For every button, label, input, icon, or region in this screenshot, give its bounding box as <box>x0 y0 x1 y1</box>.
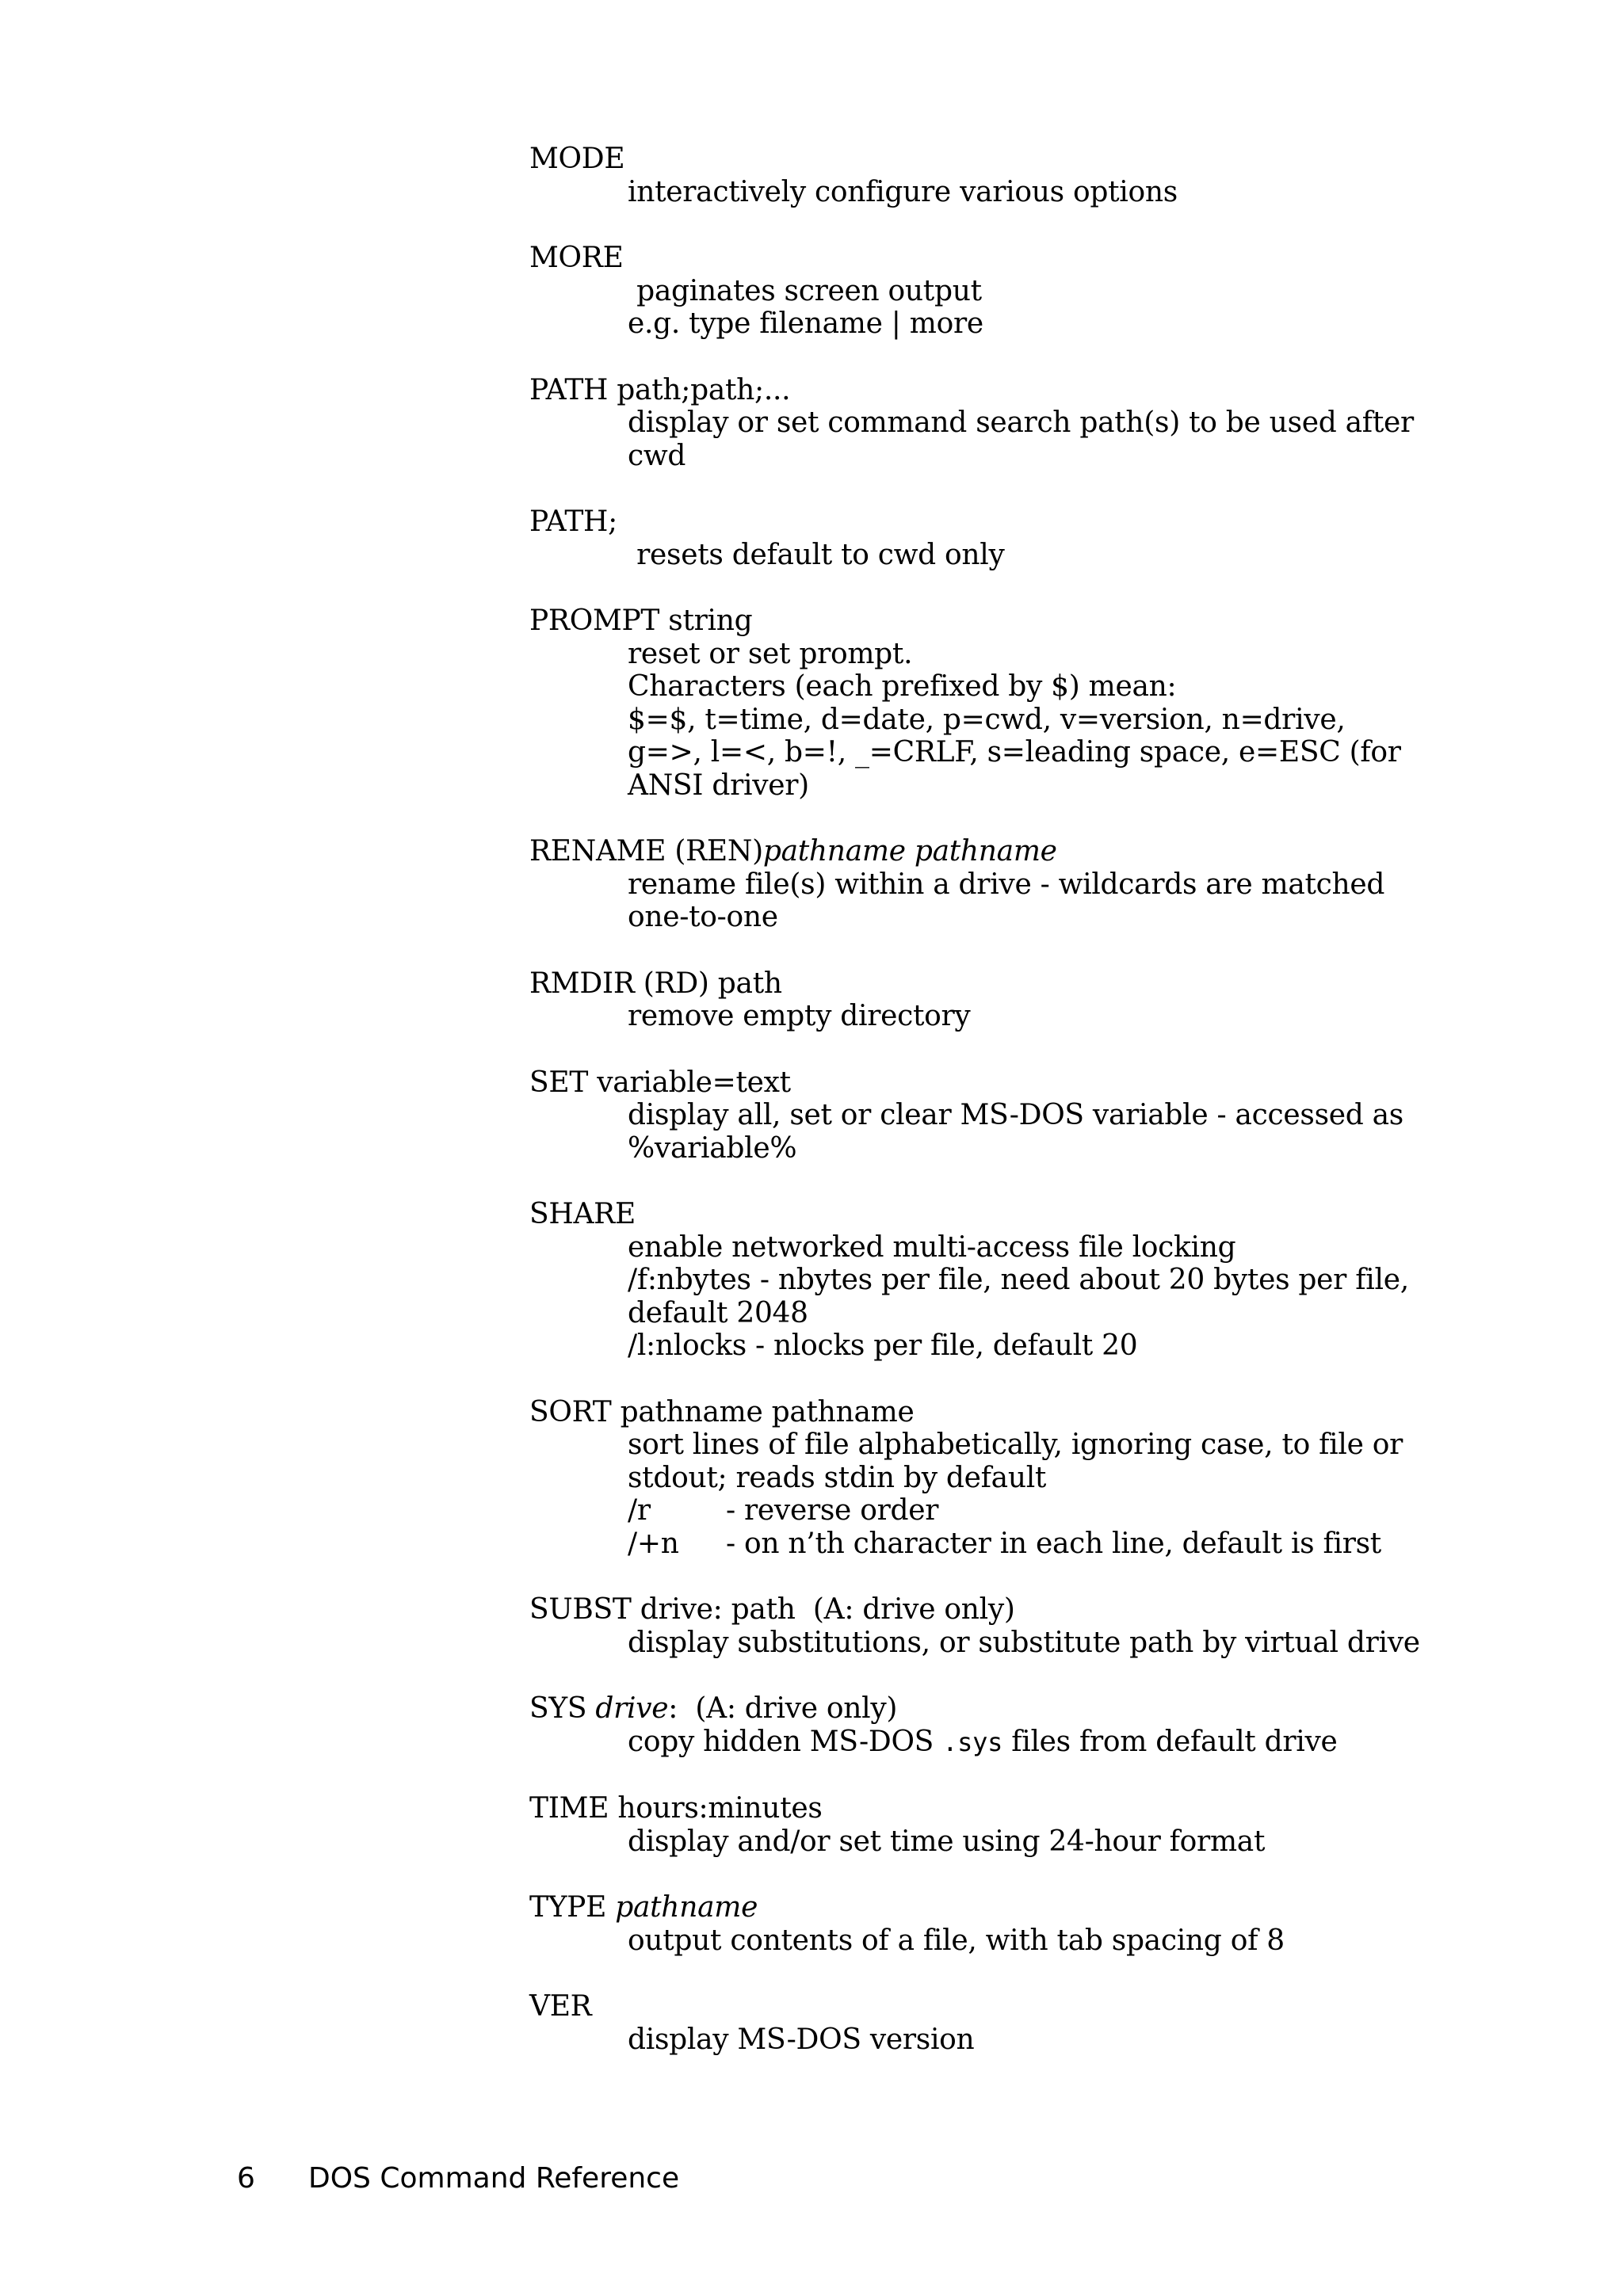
entry-sort <box>529 1396 1528 1561</box>
option-description: - reverse order <box>726 1494 939 1527</box>
command-heading: MORE <box>529 242 624 274</box>
description-line: display substitutions, or substitute path by virtual drive <box>628 1626 1420 1659</box>
entry-path-reset <box>529 505 1528 571</box>
entry-prompt <box>529 605 1528 802</box>
command-arguments: pathname <box>615 1891 758 1924</box>
description-line: display all, set or clear MS-DOS variable - accessed as <box>628 1099 1403 1131</box>
description-line: resets default to cwd only <box>628 538 1005 571</box>
command-description <box>529 275 1528 341</box>
command-name: TYPE <box>529 1891 616 1924</box>
entry-rmdir <box>529 967 1528 1033</box>
description-line: output contents of a file, with tab spacing of 8 <box>628 1924 1285 1957</box>
description-line: display and/or set time using 24-hour format <box>628 1825 1266 1858</box>
command-arguments: pathname pathname <box>762 835 1057 868</box>
command-description <box>529 1825 1528 1859</box>
entry-more <box>529 242 1528 341</box>
command-description <box>529 1627 1528 1660</box>
command-arguments: drive <box>595 1692 669 1725</box>
command-description <box>529 406 1528 472</box>
entry-path <box>529 374 1528 473</box>
description-line: cwd <box>628 439 686 472</box>
description-line: display MS-DOS version <box>628 2023 975 2056</box>
command-list <box>529 143 1528 2089</box>
entry-rename <box>529 835 1528 934</box>
command-heading: TIME hours:minutes <box>529 1792 823 1825</box>
description-line: stdout; reads stdin by default <box>628 1461 1047 1494</box>
command-name: RENAME (REN) <box>529 835 763 868</box>
command-qualifier: : (A: drive only) <box>668 1692 898 1725</box>
command-description <box>529 176 1528 209</box>
command-heading: VER <box>529 1990 592 2023</box>
command-heading: SUBST drive: path (A: drive only) <box>529 1593 1015 1626</box>
entry-sys <box>529 1692 1528 1759</box>
option-flag: /+n <box>628 1527 679 1560</box>
description-line: one-to-one <box>628 901 778 933</box>
command-description <box>529 1000 1528 1033</box>
entry-set <box>529 1066 1528 1165</box>
description-line <box>628 1726 1528 1760</box>
entry-share <box>529 1198 1528 1363</box>
command-name: SYS <box>529 1692 596 1725</box>
command-description <box>529 1726 1528 1760</box>
command-description <box>529 1099 1528 1165</box>
description-line: sort lines of file alphabetically, ignoring case, to file or <box>628 1428 1403 1461</box>
description-line: /l:nlocks - nlocks per file, default 20 <box>628 1329 1138 1362</box>
entry-ver <box>529 1990 1528 2056</box>
description-text: files from default drive <box>1002 1725 1338 1758</box>
option-flag: /r <box>628 1494 651 1527</box>
description-line: $=$, t=time, d=date, p=cwd, v=version, n=drive, <box>628 703 1346 736</box>
command-heading <box>529 1692 1528 1726</box>
command-heading: SHARE <box>529 1198 636 1230</box>
page-number: 6 <box>237 2162 255 2195</box>
option-line <box>628 1527 1528 1561</box>
command-description <box>529 1428 1528 1560</box>
entry-mode <box>529 143 1528 208</box>
command-description <box>529 2023 1528 2057</box>
command-heading: PATH path;path;... <box>529 373 791 406</box>
command-heading <box>529 835 1528 868</box>
option-description: - on n’th character in each line, default is first <box>726 1527 1381 1560</box>
command-heading: MODE <box>529 143 625 175</box>
command-description <box>529 868 1528 934</box>
entry-time <box>529 1792 1528 1858</box>
option-line <box>628 1494 1528 1527</box>
description-line: enable networked multi-access file locking <box>628 1230 1236 1264</box>
command-description <box>529 638 1528 803</box>
description-line: reset or set prompt. <box>628 637 913 670</box>
command-heading: SORT pathname pathname <box>529 1395 915 1428</box>
entry-type <box>529 1891 1528 1957</box>
description-line: g=>, l=<, b=!, _=CRLF, s=leading space, e=ESC (for <box>628 736 1401 769</box>
description-line: rename file(s) within a drive - wildcards are matched <box>628 868 1385 901</box>
command-heading: SET variable=text <box>529 1066 791 1099</box>
command-heading: PATH; <box>529 505 617 538</box>
description-line: default 2048 <box>628 1296 808 1329</box>
description-line: remove empty directory <box>628 1000 971 1032</box>
description-line: e.g. type filename | more <box>628 307 983 340</box>
command-description <box>529 1231 1528 1363</box>
command-description <box>529 539 1528 572</box>
description-line: interactively configure various options <box>628 175 1178 208</box>
description-line: display or set command search path(s) to be used after <box>628 406 1414 439</box>
description-line: %variable% <box>628 1131 797 1165</box>
command-heading: RMDIR (RD) path <box>529 967 782 1000</box>
command-heading <box>529 1891 1528 1924</box>
document-title: DOS Command Reference <box>308 2162 680 2195</box>
description-line: /f:nbytes - nbytes per file, need about 20 bytes per file, <box>628 1264 1409 1296</box>
description-text: copy hidden MS-DOS <box>628 1725 943 1758</box>
page-footer <box>237 2161 679 2196</box>
entry-subst <box>529 1593 1528 1659</box>
file-extension: .sys <box>942 1726 1003 1757</box>
command-description <box>529 1924 1528 1958</box>
command-heading: PROMPT string <box>529 605 753 637</box>
description-line: ANSI driver) <box>628 769 809 802</box>
description-line: paginates screen output <box>628 274 982 307</box>
description-line: Characters (each prefixed by $) mean: <box>628 670 1177 703</box>
